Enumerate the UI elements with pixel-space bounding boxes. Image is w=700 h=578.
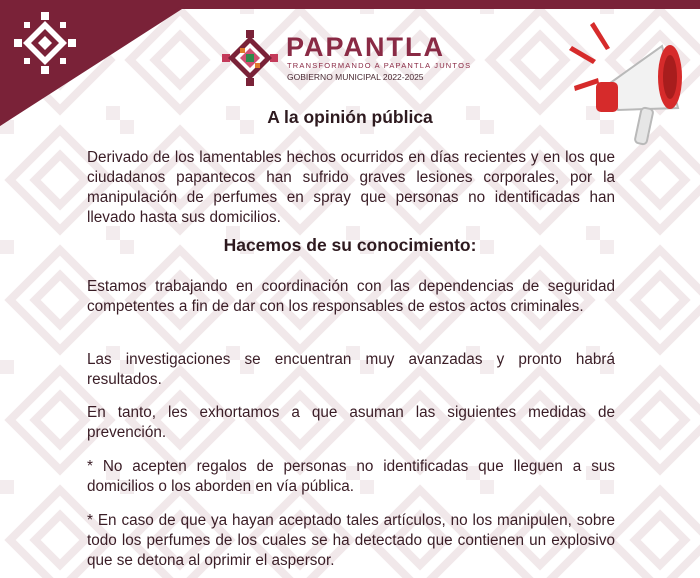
- government-label: GOBIERNO MUNICIPAL 2022-2025: [287, 72, 424, 82]
- brand-tagline: TRANSFORMANDO A PAPANTLA JUNTOS: [287, 61, 472, 70]
- papantla-logo-icon: [222, 30, 278, 86]
- municipal-emblem-icon: [14, 12, 76, 74]
- intro-paragraph: Derivado de los lamentables hechos ocurridos en días recientes y en los que ciudadanos papantecos han sufrido graves lesiones corporales, por la manipulación de perfumes en spray que personas no identificadas han llevado hasta sus domicilios.: [87, 149, 615, 226]
- paragraph-exhortation: En tanto, les exhortamos a que asuman las siguientes medidas de prevención.: [87, 404, 615, 441]
- section-title: Hacemos de su conocimiento:: [223, 235, 477, 255]
- header-logo: [222, 30, 472, 90]
- prevention-item: * No acepten regalos de personas no identificadas que lleguen a sus domicilios o los aborden en vía pública.: [87, 458, 615, 495]
- paragraph-investigations: Las investigaciones se encuentran muy avanzadas y pronto habrá resultados.: [87, 351, 615, 388]
- notice-title: A la opinión pública: [267, 107, 433, 127]
- paragraph-coordination: Estamos trabajando en coordinación con las dependencias de seguridad competentes a fin de dar con los responsables de estos actos criminales.: [87, 278, 615, 315]
- brand-name: PAPANTLA: [286, 32, 445, 62]
- megaphone-icon: [566, 16, 692, 152]
- prevention-item: * En caso de que ya hayan aceptado tales artículos, no los manipulen, sobre todo los perfumes de los cuales se ha detectado que contienen un explosivo que se detona al oprimir el aspersor.: [87, 512, 615, 569]
